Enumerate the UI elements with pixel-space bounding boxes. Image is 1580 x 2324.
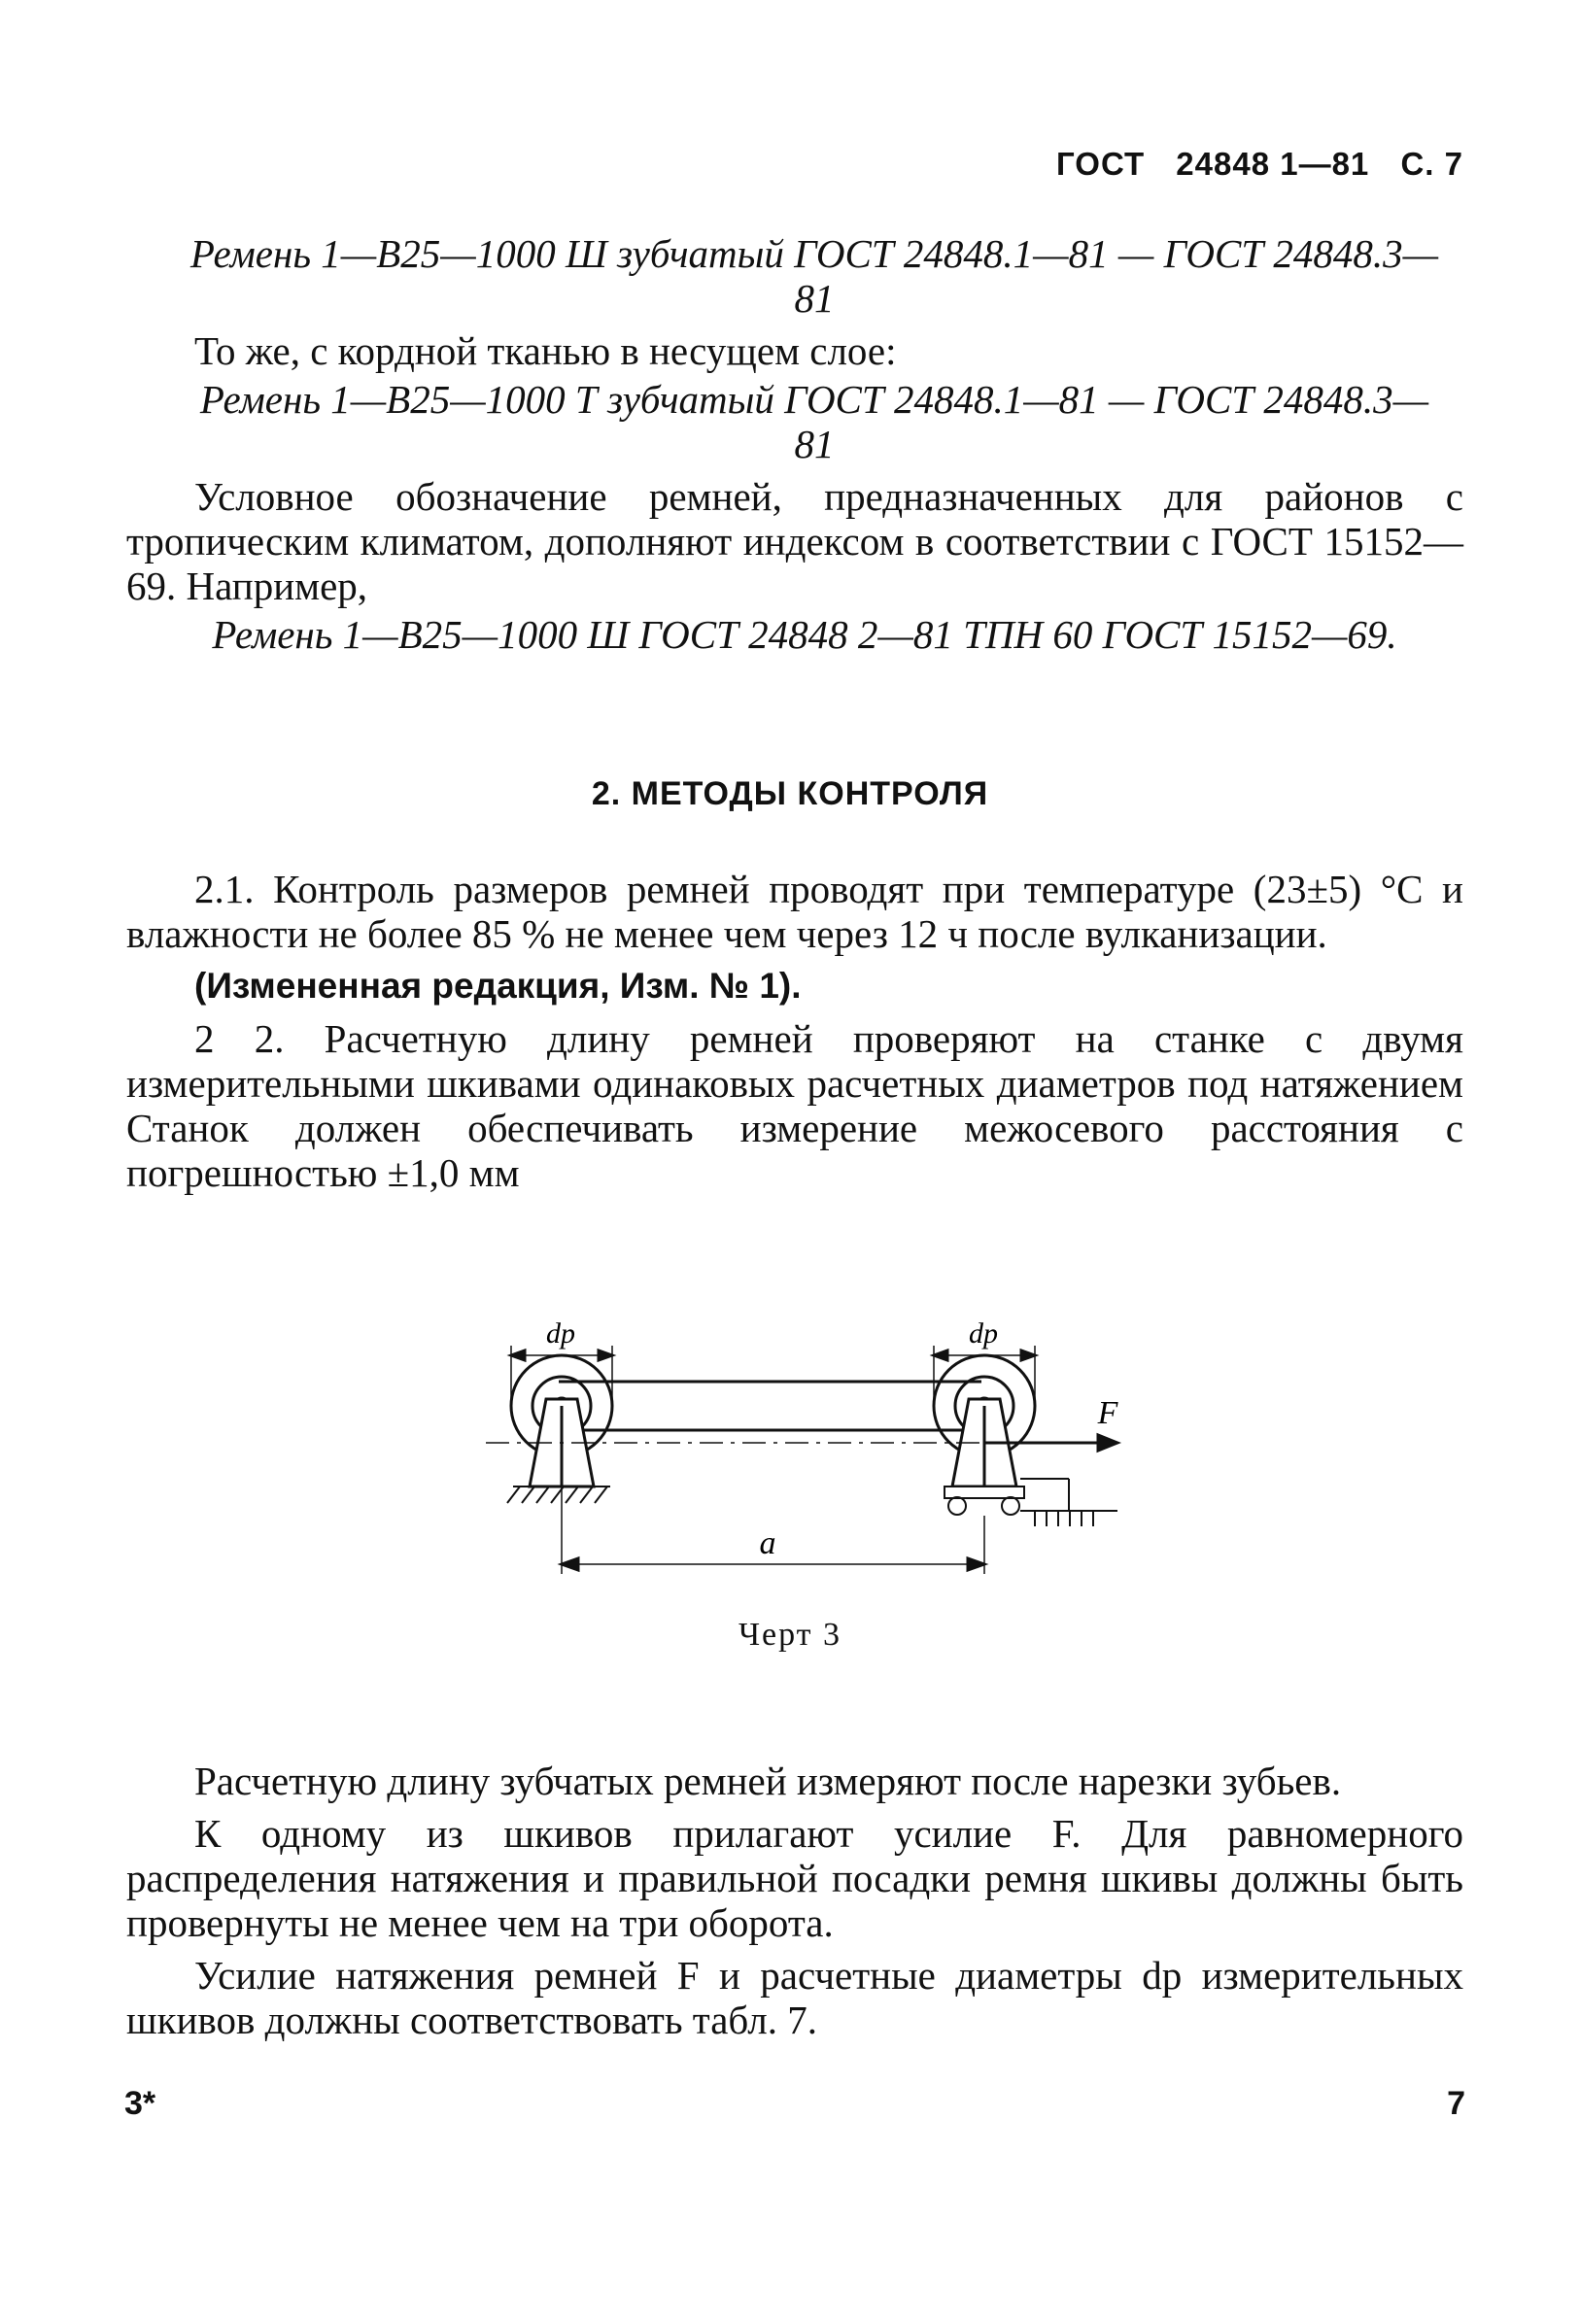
footer-page-number: 7 <box>1447 2085 1465 2122</box>
tropical-paragraph: Условное обозначение ремней, предназначенных для районов с тропическим климатом, дополняют индексом в соответствии с ГОСТ 15152—69. Например, <box>126 474 1463 608</box>
label-dp-left: dp <box>546 1317 575 1350</box>
page-header <box>1056 146 1463 183</box>
label-force: F <box>1097 1395 1118 1431</box>
intro-2: То же, с кордной тканью в несущем слое: <box>194 328 897 373</box>
header-number: 24848 1—81 <box>1176 146 1370 182</box>
paragraph-2-1: 2.1. Контроль размеров ремней проводят при температуре (23±5) °С и влажности не более 85 % не менее чем через 12 ч после вулканизации. <box>126 867 1463 956</box>
left-pulley <box>511 1355 612 1487</box>
left-ground <box>507 1487 610 1503</box>
label-center-distance: a <box>759 1525 776 1561</box>
paragraph-teeth: Расчетную длину зубчатых ремней измеряют после нарезки зубьев. <box>194 1759 1342 1803</box>
figure-caption: Черт 3 <box>738 1617 842 1653</box>
section-title: 2. МЕТОДЫ КОНТРОЛЯ <box>591 775 989 812</box>
header-page: С. 7 <box>1400 146 1463 182</box>
section-body <box>126 867 1463 1195</box>
top-block <box>126 231 1463 657</box>
right-carriage <box>945 1479 1117 1526</box>
example-2: Ремень 1—В25—1000 Т зубчатый ГОСТ 24848.1—81 — ГОСТ 24848.3—81 <box>199 377 1429 466</box>
header-standard: ГОСТ <box>1056 146 1146 182</box>
label-dp-right: dp <box>969 1317 998 1350</box>
amendment-note: (Измененная редакция, Изм. № 1). <box>194 966 802 1006</box>
after-figure-block <box>126 1759 1463 2042</box>
example-1: Ремень 1—В25—1000 Ш зубчатый ГОСТ 24848.1—81 — ГОСТ 24848.3—81 <box>189 231 1439 321</box>
example-3: Ремень 1—В25—1000 Ш ГОСТ 24848 2—81 ТПН 60 ГОСТ 15152—69. <box>212 612 1397 657</box>
footer-signature: 3* <box>124 2085 156 2122</box>
paragraph-force: К одному из шкивов прилагают усилие F. Для равномерного распределения натяжения и правильной посадки ремня шкивы должны быть провернуты не менее чем на три оборота. <box>126 1811 1463 1945</box>
paragraph-2-2: 2 2. Расчетную длину ремней проверяют на станке с двумя измерительными шкивами одинаковых расчетных диаметров под натяжением Станок должен обеспечивать измерение межосевого расстояния с погрешностью ±1,0 мм <box>126 1016 1463 1195</box>
right-pulley <box>934 1355 1035 1487</box>
belt-test-diagram <box>0 1287 1580 1579</box>
paragraph-table-ref: Усилие натяжения ремней F и расчетные диаметры dр измерительных шкивов должны соответствовать табл. 7. <box>126 1953 1463 2042</box>
